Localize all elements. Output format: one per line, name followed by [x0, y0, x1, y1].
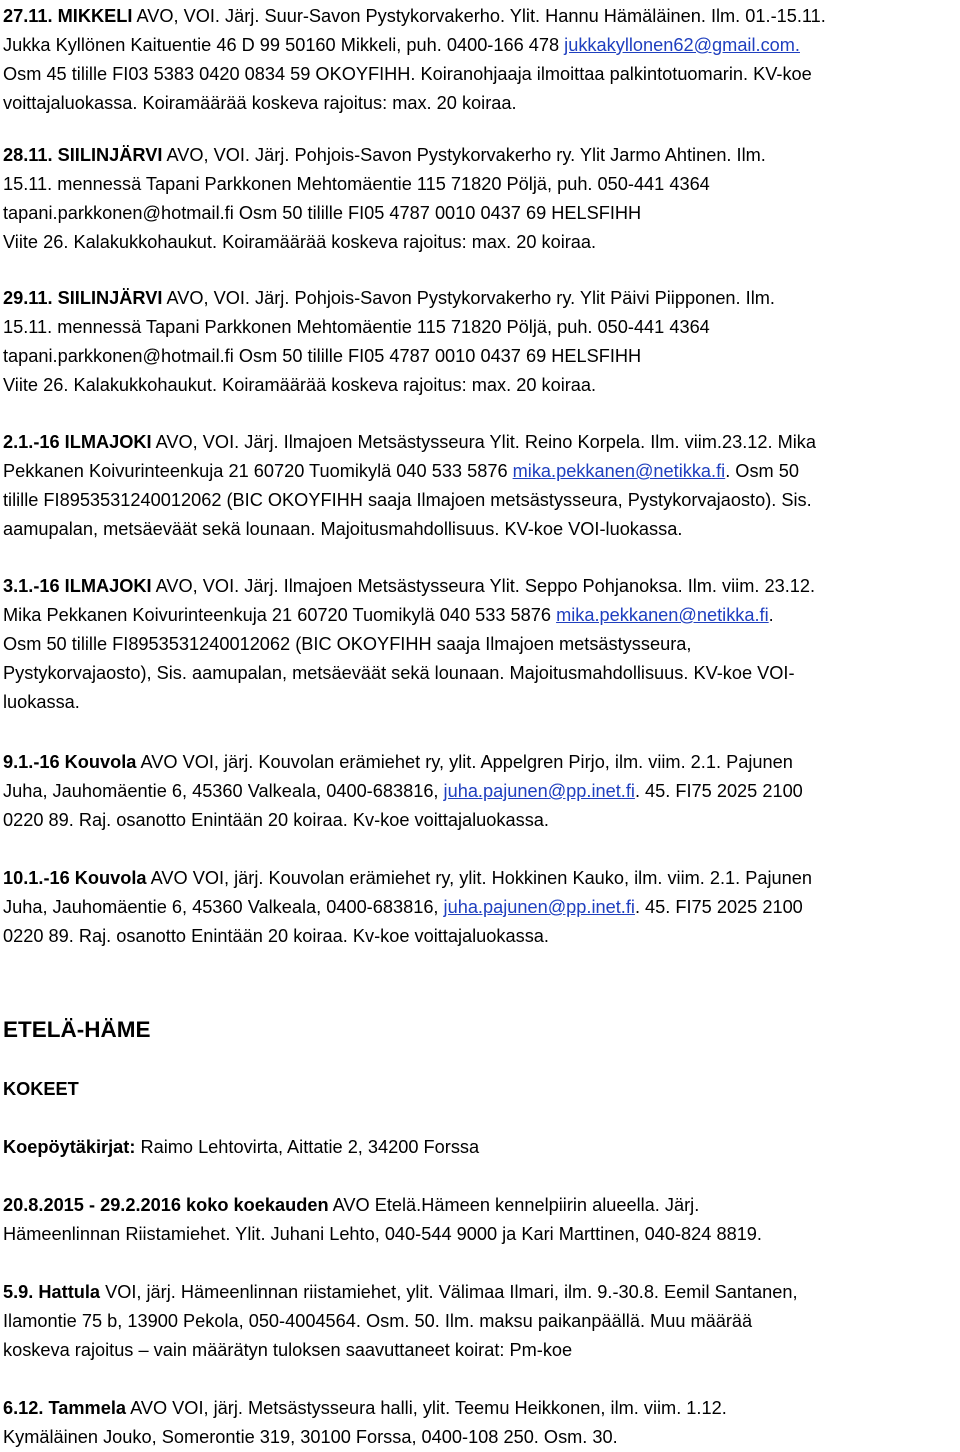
- entry-date-place: 20.8.2015 - 29.2.2016 koko koekauden: [3, 1195, 329, 1215]
- entry-line: [3, 1133, 958, 1162]
- entry-line: [3, 777, 958, 806]
- entry-text: Pekkanen Koivurinteenkuja 21 60720 Tuomikylä 040 533 5876: [3, 461, 513, 481]
- entry-text: koskeva rajoitus – vain määrätyn tuloksen saavuttaneet koirat: Pm-koe: [3, 1340, 573, 1360]
- entry-text: Juha, Jauhomäentie 6, 45360 Valkeala, 0400-683816,: [3, 781, 444, 801]
- entry-line: [3, 1423, 958, 1452]
- entry-text: Viite 26. Kalakukkohaukut. Koiramäärää koskeva rajoitus: max. 20 koiraa.: [3, 232, 597, 252]
- event-entry-ilmajoki-3-1: [3, 572, 958, 717]
- event-entry-siilinjarvi-28-11: [3, 141, 958, 257]
- email-link[interactable]: juha.pajunen@pp.inet.fi: [443, 781, 635, 801]
- entry-line: [3, 922, 958, 951]
- entry-text: AVO VOI, järj. Kouvolan erämiehet ry, ylit. Hokkinen Kauko, ilm. viim. 2.1. Pajunen: [146, 868, 813, 888]
- entry-line: [3, 371, 958, 400]
- entry-text: Ilamontie 75 b, 13900 Pekola, 050-4004564. Osm. 50. Ilm. maksu paikanpäällä. Muu määrää: [3, 1311, 753, 1331]
- entry-line: [3, 89, 958, 118]
- entry-text: aamupalan, metsäeväät sekä lounaan. Majoitusmahdollisuus. KV-koe VOI-luokassa.: [3, 519, 683, 539]
- event-entry-siilinjarvi-29-11: [3, 284, 958, 400]
- email-link[interactable]: juha.pajunen@pp.inet.fi: [443, 897, 635, 917]
- event-entry-kouvola-9-1: [3, 748, 958, 835]
- entry-date-place: 3.1.-16 ILMAJOKI: [3, 576, 152, 596]
- entry-line: [3, 601, 958, 630]
- entry-text: AVO VOI, järj. Kouvolan erämiehet ry, ylit. Appelgren Pirjo, ilm. viim. 2.1. Pajunen: [136, 752, 793, 772]
- entry-text: Pystykorvajaosto), Sis. aamupalan, metsäeväät sekä lounaan. Majoitusmahdollisuus. KV-koe VOI-: [3, 663, 795, 683]
- event-entry-tammela-6-12: [3, 1394, 958, 1452]
- event-entry-kouvola-10-1: [3, 864, 958, 951]
- entry-line: [3, 572, 958, 601]
- exam-records-contact: [3, 1133, 958, 1162]
- entry-line: [3, 284, 958, 313]
- entry-text: AVO VOI, järj. Metsästysseura halli, ylit. Teemu Heikkonen, ilm. viim. 1.12.: [126, 1398, 727, 1418]
- entry-line: [3, 1191, 958, 1220]
- entry-line: [3, 1307, 958, 1336]
- entry-text: Osm 50 tilille FI8953531240012062 (BIC OKOYFIHH saaja Ilmajoen metsästysseura,: [3, 634, 692, 654]
- entry-line: [3, 630, 958, 659]
- entry-date-place: 10.1.-16 Kouvola: [3, 868, 147, 888]
- entry-line: [3, 1394, 958, 1423]
- entry-date-place: 6.12. Tammela: [3, 1398, 127, 1418]
- entry-text: AVO, VOI. Järj. Suur-Savon Pystykorvakerho. Ylit. Hannu Hämäläinen. Ilm. 01.-15.11.: [132, 6, 826, 26]
- entry-line: [3, 1220, 958, 1249]
- entry-text: AVO Etelä.Hämeen kennelpiirin alueella. Järj.: [328, 1195, 700, 1215]
- entry-date-place: 28.11. SIILINJÄRVI: [3, 145, 163, 165]
- entry-text: Viite 26. Kalakukkohaukut. Koiramäärää koskeva rajoitus: max. 20 koiraa.: [3, 375, 597, 395]
- entry-date-place: 5.9. Hattula: [3, 1282, 101, 1302]
- email-link[interactable]: jukkakyllonen62@gmail.com.: [564, 35, 800, 55]
- entry-line: [3, 228, 958, 257]
- entry-text: Mika Pekkanen Koivurinteenkuja 21 60720 Tuomikylä 040 533 5876: [3, 605, 557, 625]
- entry-text: .: [768, 605, 774, 625]
- entry-text: . 45. FI75 2025 2100: [634, 781, 803, 801]
- entry-text: voittajaluokassa. Koiramäärää koskeva rajoitus: max. 20 koiraa.: [3, 93, 517, 113]
- entry-line: [3, 31, 958, 60]
- email-link[interactable]: mika.pekkanen@netikka.fi: [512, 461, 726, 481]
- entry-line: [3, 806, 958, 835]
- entry-line: [3, 515, 958, 544]
- entry-date-place: 27.11. MIKKELI: [3, 6, 133, 26]
- entry-line: [3, 342, 958, 371]
- entry-line: [3, 457, 958, 486]
- section-heading: KOKEET: [3, 1079, 79, 1099]
- entry-text: tapani.parkkonen@hotmail.fi Osm 50 tilille FI05 4787 0010 0437 69 HELSFIHH: [3, 203, 642, 223]
- event-entry-ilmajoki-2-1: [3, 428, 958, 544]
- entry-text: 15.11. mennessä Tapani Parkkonen Mehtomäentie 115 71820 Pöljä, puh. 050-441 4364: [3, 317, 710, 337]
- entry-text: AVO, VOI. Järj. Ilmajoen Metsästysseura Ylit. Seppo Pohjanoksa. Ilm. viim. 23.12.: [151, 576, 816, 596]
- entry-text: Hämeenlinnan Riistamiehet. Ylit. Juhani Lehto, 040-544 9000 ja Kari Marttinen, 040-824 8819.: [3, 1224, 762, 1244]
- entry-text: VOI, järj. Hämeenlinnan riistamiehet, ylit. Välimaa Ilmari, ilm. 9.-30.8. Eemil Santanen,: [100, 1282, 798, 1302]
- entry-date-place: 9.1.-16 Kouvola: [3, 752, 137, 772]
- event-entry-hattula-5-9: [3, 1278, 958, 1365]
- entry-date-place: 29.11. SIILINJÄRVI: [3, 288, 163, 308]
- entry-line: [3, 428, 958, 457]
- region-heading: ETELÄ-HÄME: [3, 1017, 151, 1042]
- entry-line: [3, 141, 958, 170]
- entry-line: [3, 313, 958, 342]
- entry-text: luokassa.: [3, 692, 80, 712]
- entry-line: [3, 893, 958, 922]
- entry-line: [3, 748, 958, 777]
- entry-text: . Osm 50: [725, 461, 799, 481]
- entry-line: [3, 1278, 958, 1307]
- entry-line: [3, 60, 958, 89]
- entry-line: [3, 486, 958, 515]
- entry-date-place: Koepöytäkirjat:: [3, 1137, 136, 1157]
- entry-text: 15.11. mennessä Tapani Parkkonen Mehtomäentie 115 71820 Pöljä, puh. 050-441 4364: [3, 174, 710, 194]
- email-link[interactable]: mika.pekkanen@netikka.fi: [556, 605, 769, 625]
- entry-text: Raimo Lehtovirta, Aittatie 2, 34200 Forssa: [135, 1137, 480, 1157]
- entry-text: tilille FI8953531240012062 (BIC OKOYFIHH saaja Ilmajoen metsästysseura, Pystykorvajaosto). Sis.: [3, 490, 812, 510]
- entry-line: [3, 659, 958, 688]
- entry-text: Osm 45 tilille FI03 5383 0420 0834 59 OKOYFIHH. Koiranohjaaja ilmoittaa palkintotuomarin. KV-koe: [3, 64, 812, 84]
- entry-line: [3, 1336, 958, 1365]
- entry-text: tapani.parkkonen@hotmail.fi Osm 50 tilille FI05 4787 0010 0437 69 HELSFIHH: [3, 346, 642, 366]
- entry-text: AVO, VOI. Järj. Pohjois-Savon Pystykorvakerho ry. Ylit Päivi Piipponen. Ilm.: [162, 288, 775, 308]
- entry-date-place: 2.1.-16 ILMAJOKI: [3, 432, 152, 452]
- entry-text: 0220 89. Raj. osanotto Enintään 20 koiraa. Kv-koe voittajaluokassa.: [3, 926, 549, 946]
- entry-line: [3, 864, 958, 893]
- entry-text: Jukka Kyllönen Kaituentie 46 D 99 50160 Mikkeli, puh. 0400-166 478: [3, 35, 565, 55]
- entry-line: [3, 2, 958, 31]
- entry-text: Kymäläinen Jouko, Somerontie 319, 30100 Forssa, 0400-108 250. Osm. 30.: [3, 1427, 618, 1447]
- event-entry-mikkeli-27-11: [3, 2, 958, 118]
- entry-text: . 45. FI75 2025 2100: [634, 897, 803, 917]
- entry-text: Juha, Jauhomäentie 6, 45360 Valkeala, 0400-683816,: [3, 897, 444, 917]
- entry-line: [3, 199, 958, 228]
- entry-line: [3, 170, 958, 199]
- entry-text: AVO, VOI. Järj. Ilmajoen Metsästysseura Ylit. Reino Korpela. Ilm. viim.23.12. Mika: [151, 432, 817, 452]
- event-entry-season-avo: [3, 1191, 958, 1249]
- entry-line: [3, 688, 958, 717]
- entry-text: 0220 89. Raj. osanotto Enintään 20 koiraa. Kv-koe voittajaluokassa.: [3, 810, 549, 830]
- entry-text: AVO, VOI. Järj. Pohjois-Savon Pystykorvakerho ry. Ylit Jarmo Ahtinen. Ilm.: [162, 145, 766, 165]
